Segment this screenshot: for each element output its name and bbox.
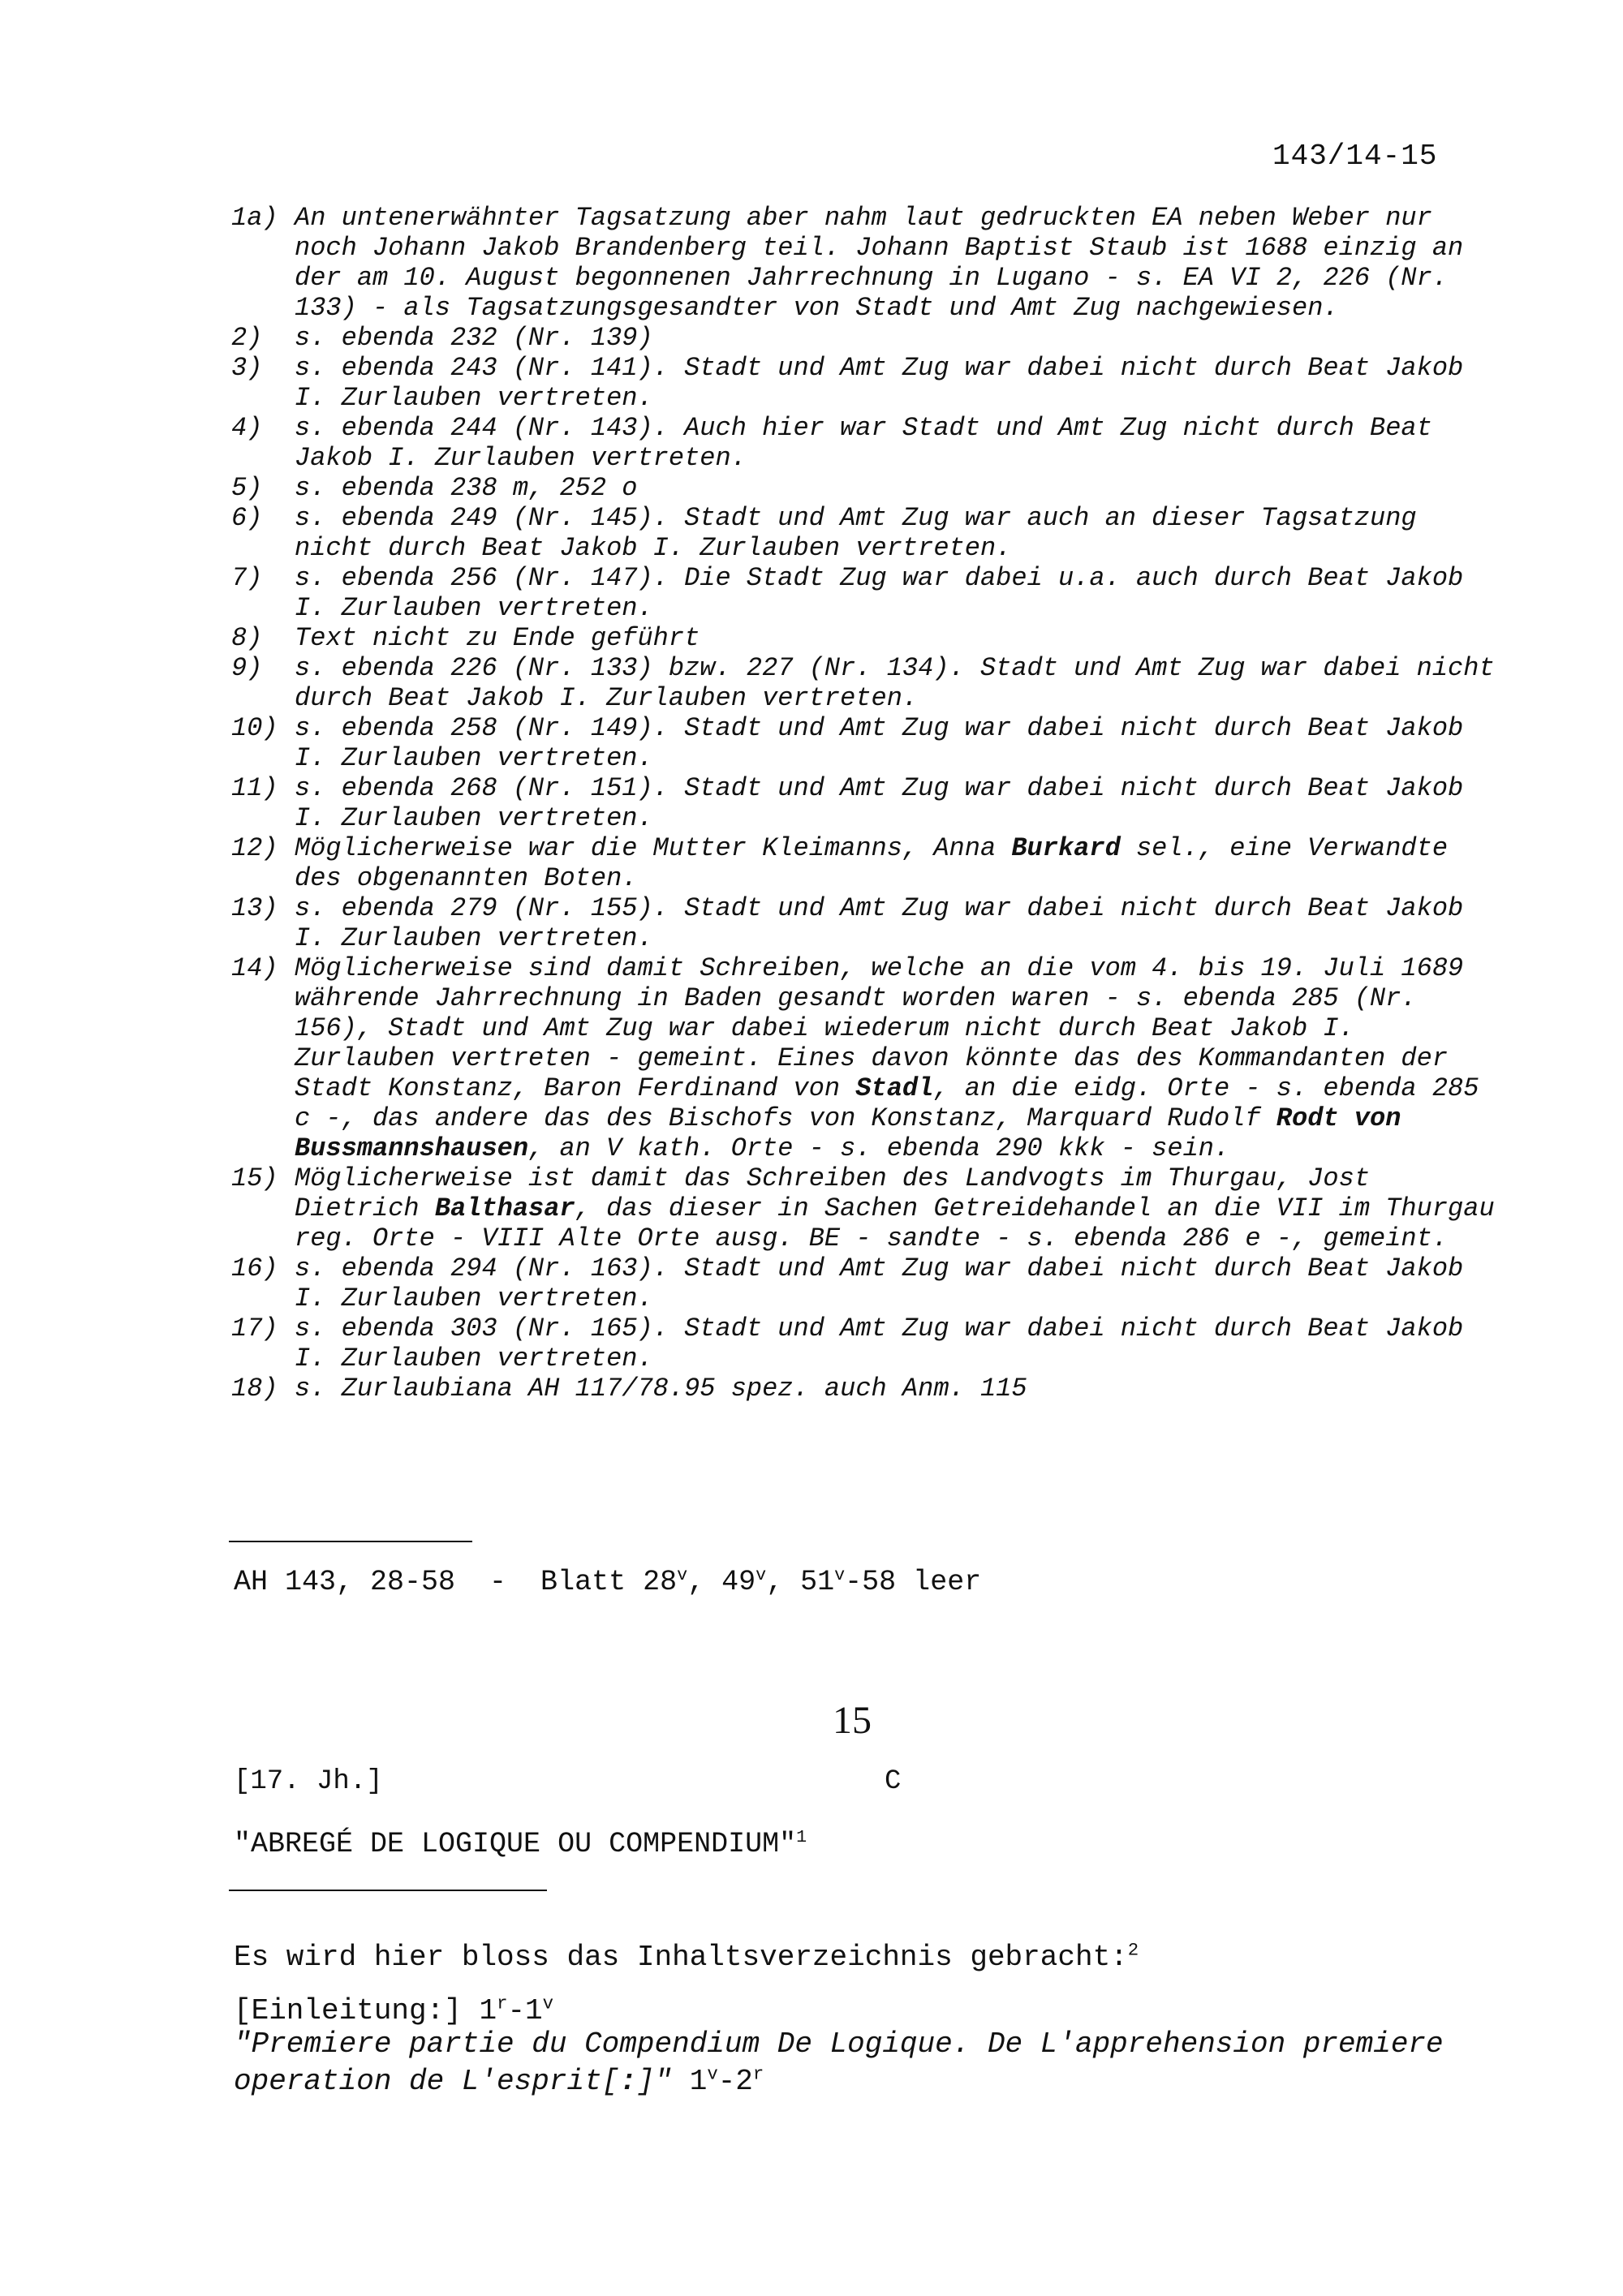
footnote-item: [231, 893, 1497, 953]
title-rule: [229, 1890, 547, 1891]
footnote-text: [295, 353, 1497, 413]
text-run: s. Zurlaubiana AH 117/78.95 spez. auch Anm. 115: [295, 1374, 1027, 1404]
text-run: Text nicht zu Ende geführt: [295, 623, 700, 653]
text-run: Möglicherweise war die Mutter Kleimanns, Anna: [295, 833, 1012, 863]
text-run: s. ebenda 232 (Nr. 139): [295, 323, 653, 353]
document-title: [234, 1828, 807, 1860]
footnote-number: 14): [231, 953, 278, 983]
footnote-number: 11): [231, 773, 278, 803]
text-run: , das dieser in Sachen Getreidehandel an die VII im Thurgau reg. Orte - VIII Alte Orte ausg. BE - sandte - s. ebenda 286 e -, gemeint.: [295, 1193, 1495, 1253]
bold-name: Rodt von Bussmannshausen: [295, 1103, 1401, 1163]
document-category: C: [885, 1766, 902, 1797]
footnote-text: [295, 323, 1497, 353]
footnote-number: 16): [231, 1253, 278, 1283]
document-number: 15: [833, 1699, 872, 1742]
footnote-number: 5): [231, 473, 263, 503]
source-text: -58 leer: [845, 1566, 982, 1598]
footnote-text: [295, 1253, 1497, 1314]
intro-sentence: Es wird hier bloss das Inhaltsverzeichnis gebracht:: [234, 1941, 1128, 1974]
text-run: s. ebenda 244 (Nr. 143). Auch hier war Stadt und Amt Zug nicht durch Beat Jakob I. Zurlauben vertreten.: [295, 413, 1432, 473]
footnote-text: [295, 713, 1497, 773]
footnote-number: 13): [231, 893, 278, 923]
footnote-text: [295, 1374, 1497, 1404]
footnote-text: [295, 653, 1497, 713]
source-text: , 51: [766, 1566, 835, 1598]
superscript: v: [542, 1993, 554, 2014]
footnotes-list: [231, 203, 1497, 1404]
page-number: 143/14-15: [1272, 140, 1438, 173]
footnote-item: [231, 623, 1497, 653]
footnote-item: [231, 413, 1497, 473]
text-run: , an die eidg. Orte - s. ebenda 285 c -, das andere das des Bischofs von Konstanz, Marquard Rudolf: [295, 1073, 1479, 1133]
footnote-item: [231, 713, 1497, 773]
footnote-item: [231, 1314, 1497, 1374]
footnote-item: [231, 203, 1497, 323]
source-text: , 49: [687, 1566, 756, 1598]
footnote-item: [231, 953, 1497, 1163]
text-run: Möglicherweise sind damit Schreiben, welche an die vom 4. bis 19. Juli 1689 währende Jahrrechnung in Baden gesandt worden waren - s. ebenda 285 (Nr. 156), Stadt und Amt Zug war dabei wiederum nicht durch Beat Jakob I. Zurlauben vertreten - gemeint. Eines davon könnte das des Kommandanten der Stadt Konstanz, Baron Ferdinand von: [295, 953, 1464, 1103]
intro-text: [234, 1941, 1139, 1974]
separator-rule: [229, 1541, 472, 1542]
superscript: v: [677, 1565, 688, 1586]
footnote-text: [295, 203, 1497, 323]
source-reference: [234, 1566, 981, 1598]
footnote-number: 4): [231, 413, 263, 443]
footnote-item: [231, 323, 1497, 353]
toc-range: -1: [507, 1994, 543, 2027]
toc-title: "Premiere partie du Compendium De Logique. De L'apprehension premiere operation de L'esprit[: [234, 2027, 1444, 2098]
footnote-number: 10): [231, 713, 278, 743]
superscript: r: [497, 1993, 508, 2014]
text-run: s. ebenda 238 m, 252 o: [295, 473, 638, 503]
footnote-number: 1a): [231, 203, 278, 233]
toc-title-end: ]": [636, 2065, 690, 2098]
footnote-item: [231, 1253, 1497, 1314]
footnote-number: 17): [231, 1314, 278, 1344]
footnote-number: 9): [231, 653, 263, 683]
text-run: s. ebenda 243 (Nr. 141). Stadt und Amt Zug war dabei nicht durch Beat Jakob I. Zurlauben vertreten.: [295, 353, 1464, 413]
footnote-text: [295, 953, 1497, 1163]
footnote-number: 15): [231, 1163, 278, 1193]
footnote-number: 2): [231, 323, 263, 353]
superscript: v: [756, 1565, 767, 1586]
bold-name: Burkard: [1011, 833, 1121, 863]
text-run: sel., eine Verwandte des obgenannten Boten.: [295, 833, 1449, 893]
text-run: s. ebenda 268 (Nr. 151). Stadt und Amt Zug war dabei nicht durch Beat Jakob I. Zurlauben vertreten.: [295, 773, 1464, 833]
toc-range: 1: [689, 2065, 708, 2098]
text-run: s. ebenda 258 (Nr. 149). Stadt und Amt Zug war dabei nicht durch Beat Jakob I. Zurlauben vertreten.: [295, 713, 1464, 773]
footnote-item: [231, 563, 1497, 623]
toc-range: -2: [717, 2065, 753, 2098]
footnote-item: [231, 503, 1497, 563]
bold-name: Balthasar: [434, 1193, 575, 1223]
footnote-number: 12): [231, 833, 278, 863]
toc-bold-mark: :: [619, 2065, 637, 2098]
footnote-text: [295, 773, 1497, 833]
footnote-item: [231, 1163, 1497, 1253]
footnote-text: [295, 1163, 1497, 1253]
footnote-ref: 1: [796, 1827, 807, 1848]
footnote-text: [295, 623, 1497, 653]
footnote-number: 7): [231, 563, 263, 593]
footnote-item: [231, 653, 1497, 713]
text-run: s. ebenda 256 (Nr. 147). Die Stadt Zug war dabei u.a. auch durch Beat Jakob I. Zurlauben vertreten.: [295, 563, 1464, 623]
toc-label: [Einleitung:] 1: [234, 1994, 497, 2027]
source-text: AH 143, 28-58 - Blatt 28: [234, 1566, 678, 1598]
bold-name: Stadl: [855, 1073, 934, 1103]
footnote-text: [295, 473, 1497, 503]
superscript: r: [752, 2063, 764, 2085]
title-text: "ABREGÉ DE LOGIQUE OU COMPENDIUM": [234, 1828, 797, 1860]
text-run: Möglicherweise ist damit das Schreiben des Landvogts im Thurgau, Jost Dietrich: [295, 1163, 1371, 1223]
footnote-number: 3): [231, 353, 263, 383]
footnote-text: [295, 413, 1497, 473]
toc-entry-premiere-partie: [234, 2026, 1500, 2100]
footnote-text: [295, 893, 1497, 953]
footnote-number: 8): [231, 623, 263, 653]
footnote-item: [231, 833, 1497, 893]
toc-entry-introduction: [234, 1994, 553, 2027]
footnote-ref: 2: [1127, 1939, 1139, 1961]
footnote-item: [231, 353, 1497, 413]
text-run: s. ebenda 303 (Nr. 165). Stadt und Amt Zug war dabei nicht durch Beat Jakob I. Zurlauben vertreten.: [295, 1314, 1464, 1374]
text-run: s. ebenda 294 (Nr. 163). Stadt und Amt Zug war dabei nicht durch Beat Jakob I. Zurlauben vertreten.: [295, 1253, 1464, 1314]
superscript: v: [707, 2063, 718, 2085]
footnote-item: [231, 1374, 1497, 1404]
footnote-item: [231, 773, 1497, 833]
footnote-number: 18): [231, 1374, 278, 1404]
text-run: s. ebenda 249 (Nr. 145). Stadt und Amt Zug war auch an dieser Tagsatzung nicht durch Beat Jakob I. Zurlauben vertreten.: [295, 503, 1417, 563]
footnote-text: [295, 563, 1497, 623]
footnote-item: [231, 473, 1497, 503]
footnote-text: [295, 1314, 1497, 1374]
text-run: s. ebenda 279 (Nr. 155). Stadt und Amt Zug war dabei nicht durch Beat Jakob I. Zurlauben vertreten.: [295, 893, 1464, 953]
text-run: , an V kath. Orte - s. ebenda 290 kkk - sein.: [528, 1133, 1230, 1163]
footnote-text: [295, 503, 1497, 563]
text-run: s. ebenda 226 (Nr. 133) bzw. 227 (Nr. 134). Stadt und Amt Zug war dabei nicht durch Beat Jakob I. Zurlauben vertreten.: [295, 653, 1495, 713]
footnote-text: [295, 833, 1497, 893]
document-date: [17. Jh.]: [234, 1766, 383, 1797]
superscript: v: [834, 1565, 846, 1586]
footnote-number: 6): [231, 503, 263, 533]
text-run: An untenerwähnter Tagsatzung aber nahm laut gedruckten EA neben Weber nur noch Johann Jakob Brandenberg teil. Johann Baptist Staub ist 1688 einzig an der am 10. August begonnenen Jahrrechnung in Lugano - s. EA VI 2, 226 (Nr. 133) - als Tagsatzungsgesandter von Stadt und Amt Zug nachgewiesen.: [295, 203, 1464, 323]
